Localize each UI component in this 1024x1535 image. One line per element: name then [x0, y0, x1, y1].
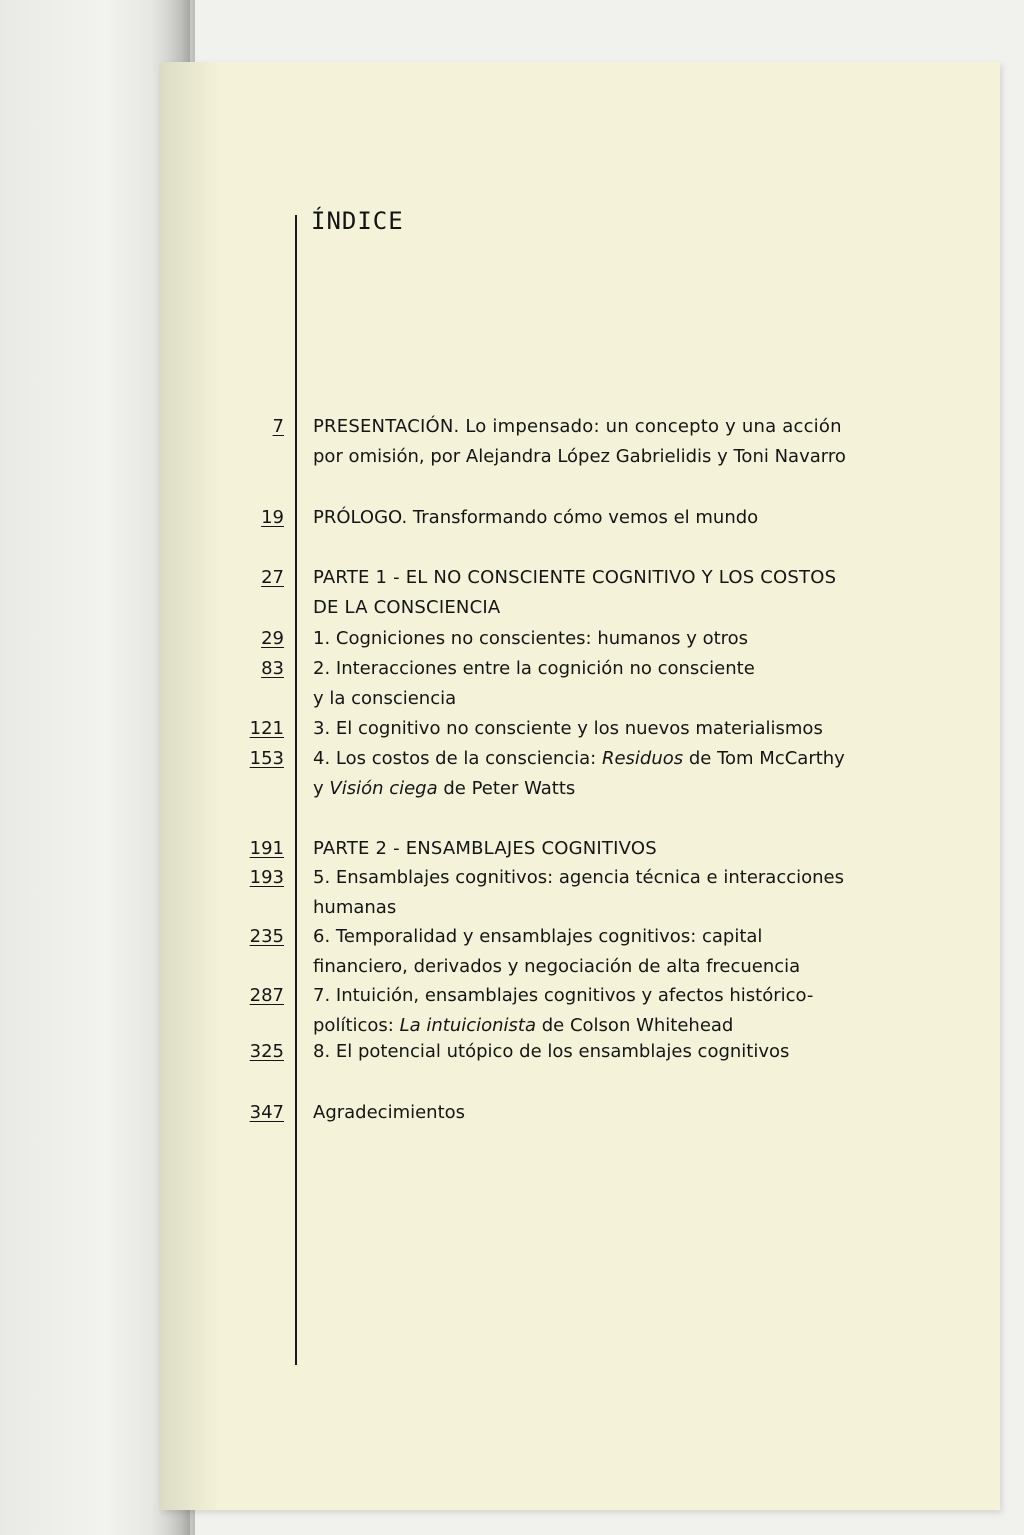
toc-line: 8. El potencial utópico de los ensamblajes cognitivos	[313, 1041, 790, 1062]
toc-line: humanas	[313, 897, 397, 918]
toc-page-number: 191	[249, 838, 284, 859]
toc-line: DE LA CONSCIENCIA	[313, 597, 501, 618]
toc-line: 6. Temporalidad y ensamblajes cognitivos: capital	[313, 926, 763, 947]
toc-line: Agradecimientos	[313, 1102, 466, 1123]
toc-page-number: 347	[249, 1102, 284, 1123]
toc-page-number: 7	[272, 416, 284, 437]
toc-entry-text	[313, 981, 883, 1041]
toc-page-number: 19	[261, 507, 284, 528]
toc-entry-text	[313, 1037, 883, 1067]
toc-line: PRÓLOGO. Transformando cómo vemos el mundo	[313, 507, 759, 528]
toc-entry-text	[313, 654, 883, 714]
toc-line: PARTE 1 - EL NO CONSCIENTE COGNITIVO Y LOS COSTOS	[313, 567, 837, 588]
toc-page-number: 121	[249, 718, 284, 739]
toc-page-number: 153	[249, 748, 284, 769]
toc-entry-text	[313, 624, 883, 654]
toc-page-number: 29	[261, 628, 284, 649]
toc-page-number: 27	[261, 567, 284, 588]
toc-line-part: políticos:	[313, 1015, 400, 1036]
toc-page-number: 235	[249, 926, 284, 947]
toc-line: financiero, derivados y negociación de alta frecuencia	[313, 956, 801, 977]
toc-entry-text	[313, 412, 883, 472]
toc-page-number: 287	[249, 985, 284, 1006]
toc-entry-text	[313, 922, 883, 982]
toc-book-title: Residuos	[601, 748, 684, 769]
toc-line: 7. Intuición, ensamblajes cognitivos y afectos histórico-	[313, 985, 814, 1006]
page-title: ÍNDICE	[311, 207, 404, 235]
toc-line: 2. Interacciones entre la cognición no consciente	[313, 658, 755, 679]
toc-line: PARTE 2 - ENSAMBLAJES COGNITIVOS	[313, 838, 657, 859]
toc-page-number: 83	[261, 658, 284, 679]
toc-line: por omisión, por Alejandra López Gabrielidis y Toni Navarro	[313, 446, 846, 467]
toc-entry-text	[313, 1098, 883, 1128]
toc-entry-text	[313, 714, 883, 744]
toc-line: 1. Cogniciones no conscientes: humanos y otros	[313, 628, 749, 649]
toc-entry-text	[313, 834, 883, 864]
toc-line: 3. El cognitivo no consciente y los nuevos materialismos	[313, 718, 823, 739]
toc-line	[313, 774, 883, 804]
toc-line-part: de Tom McCarthy	[683, 748, 845, 769]
toc-page-number: 325	[249, 1041, 284, 1062]
toc-line: PRESENTACIÓN. Lo impensado: un concepto y una acción	[313, 416, 842, 437]
toc-line-part: y	[313, 778, 330, 799]
toc-line	[313, 744, 883, 774]
toc-line-part: de Colson Whitehead	[536, 1015, 734, 1036]
toc-entry-text	[313, 503, 883, 533]
toc-book-title: Visión ciega	[329, 778, 438, 799]
toc-entry-text	[313, 563, 883, 623]
toc-entry-text	[313, 863, 883, 923]
toc-line: y la consciencia	[313, 688, 457, 709]
toc-line-part: 4. Los costos de la consciencia:	[313, 748, 602, 769]
toc-entry-text	[313, 744, 883, 804]
toc-page-number: 193	[249, 867, 284, 888]
toc-book-title: La intuicionista	[399, 1015, 537, 1036]
toc-line-part: de Peter Watts	[437, 778, 576, 799]
toc-line: 5. Ensamblajes cognitivos: agencia técnica e interacciones	[313, 867, 844, 888]
